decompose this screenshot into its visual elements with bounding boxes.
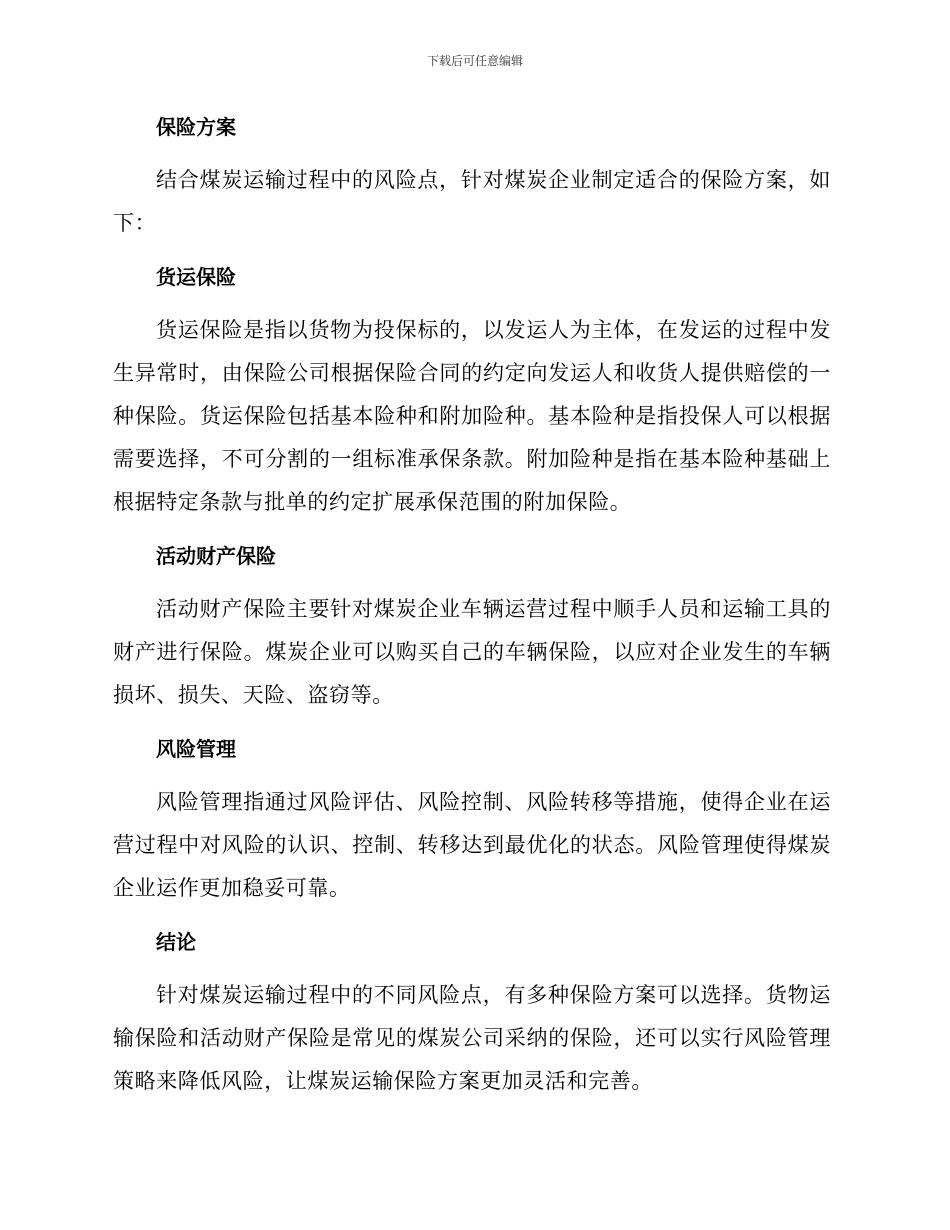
section-heading: 结论	[156, 930, 196, 954]
section-paragraph: 活动财产保险主要针对煤炭企业车辆运营过程中顺手人员和运输工具的财产进行保险。煤炭企业可以购买自己的车辆保险，以应对企业发生的车辆损坏、损失、天险、盗窃等。	[113, 597, 831, 707]
section-heading: 风险管理	[156, 737, 236, 761]
section-heading: 活动财产保险	[156, 544, 276, 568]
section-heading: 保险方案	[156, 115, 236, 139]
page-header: 下载后可任意编辑	[426, 54, 523, 68]
section-insurance-plan	[113, 106, 831, 245]
section-paragraph: 货运保险是指以货物为投保标的，以发运人为主体，在发运的过程中发生异常时，由保险公司根据保险合同的约定向发运人和收货人提供赔偿的一种保险。货运保险包括基本险种和附加险种。基本险种是指投保人可以根据需要选择，不可分割的一组标准承保条款。附加险种是指在基本险种基础上根据特定条款与批单的约定扩展承保范围的附加保险。	[113, 318, 831, 514]
section-heading: 货运保险	[156, 265, 236, 289]
section-risk-management	[113, 728, 831, 910]
section-cargo-insurance	[113, 256, 831, 524]
section-conclusion	[113, 921, 831, 1103]
section-paragraph: 针对煤炭运输过程中的不同风险点，有多种保险方案可以选择。货物运输保险和活动财产保险是常见的煤炭公司采纳的保险，还可以实行风险管理策略来降低风险，让煤炭运输保险方案更加灵活和完善。	[113, 983, 831, 1093]
section-paragraph: 风险管理指通过风险评估、风险控制、风险转移等措施，使得企业在运营过程中对风险的认识、控制、转移达到最优化的状态。风险管理使得煤炭企业运作更加稳妥可靠。	[113, 790, 831, 900]
section-paragraph: 结合煤炭运输过程中的风险点，针对煤炭企业制定适合的保险方案，如下：	[113, 168, 831, 235]
section-movable-property-insurance	[113, 535, 831, 717]
document-body	[113, 106, 831, 1114]
